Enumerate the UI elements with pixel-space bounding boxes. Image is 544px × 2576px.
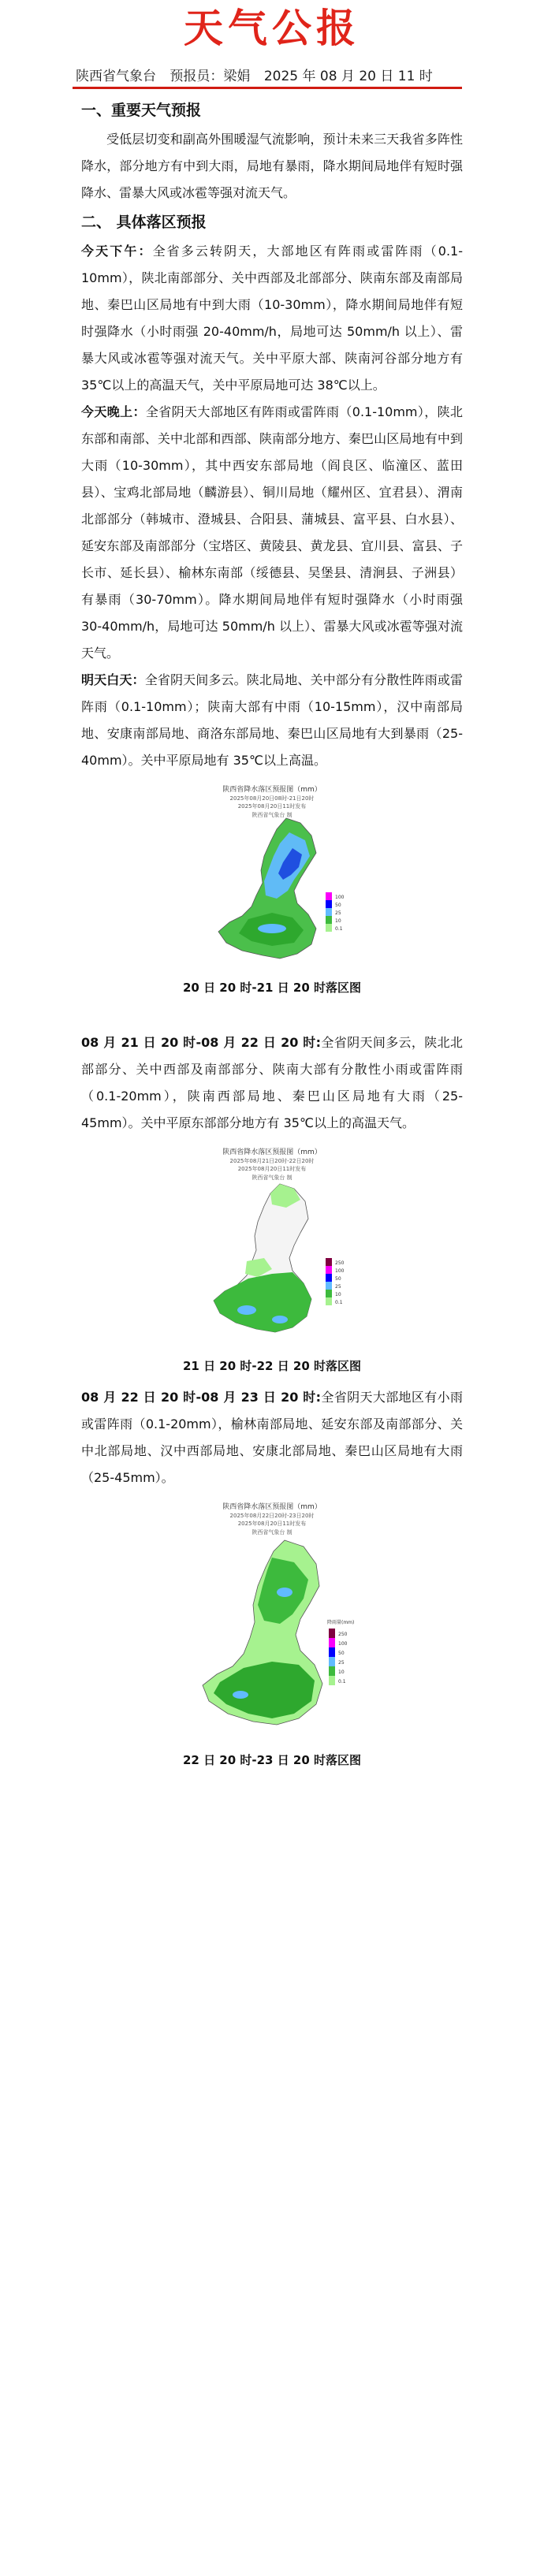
precip-map-3 <box>154 1498 390 1750</box>
precip-legend-1 <box>326 892 345 932</box>
figure-caption: 20 日 20 时-21 日 20 时落区图 <box>182 981 362 995</box>
rain-blob-blue <box>233 1691 248 1699</box>
period-label: 今天晚上： <box>81 404 146 419</box>
bulletin-title: 天气公报 <box>184 6 360 51</box>
forecast-day-22-23 <box>81 1384 463 1491</box>
map-issue-time: 2025年08月20日11时发布 <box>237 1521 307 1527</box>
period-label: 明天白天： <box>81 672 145 687</box>
svg-text:100: 100 <box>335 1268 345 1274</box>
svg-text:50: 50 <box>338 1651 345 1656</box>
period-label: 今天下午： <box>81 244 153 259</box>
svg-text:10: 10 <box>338 1670 345 1675</box>
map-period: 2025年08月22日20时-23日20时 <box>229 1513 315 1519</box>
bulletin-body <box>81 95 463 1778</box>
precip-map-figure-1 <box>81 780 463 998</box>
figure-caption: 22 日 20 时-23 日 20 时落区图 <box>182 1753 362 1767</box>
map-title: 陕西省降水落区预报图（mm） <box>222 1503 322 1511</box>
forecast-tonight <box>81 399 463 667</box>
bulletin-header <box>76 68 468 85</box>
svg-text:100: 100 <box>338 1641 348 1647</box>
forecast-this-afternoon <box>81 238 463 399</box>
svg-text:50: 50 <box>335 903 341 908</box>
precip-map-figure-2 <box>81 1143 463 1376</box>
period-label: 08 月 21 日 20 时-08 月 22 日 20 时: <box>81 1035 322 1050</box>
svg-text:10: 10 <box>335 918 341 924</box>
map-issuer: 陕西省气象台 制 <box>252 1529 292 1536</box>
svg-text:100: 100 <box>335 895 345 900</box>
svg-text:25: 25 <box>335 1284 341 1290</box>
precip-legend-3 <box>327 1619 354 1685</box>
legend-title: 降雨量(mm) <box>327 1620 355 1625</box>
section-heading-important: 一、重要天气预报 <box>81 102 202 119</box>
forecast-day-21-22 <box>81 1029 463 1137</box>
precip-map-2 <box>154 1143 390 1356</box>
svg-text:250: 250 <box>335 1260 345 1266</box>
rain-blob-blue <box>258 924 286 933</box>
forecast-tomorrow-day <box>81 667 463 774</box>
svg-text:0.1: 0.1 <box>335 1300 343 1305</box>
svg-text:25: 25 <box>338 1660 345 1666</box>
header-divider <box>73 87 462 89</box>
issuer-label: 陕西省气象台 <box>76 69 156 84</box>
rain-blob-blue <box>272 1316 288 1323</box>
map-issuer: 陕西省气象台 制 <box>252 1174 292 1181</box>
svg-text:10: 10 <box>335 1292 341 1297</box>
period-text: 全省阴天间多云，陕北北部部分、关中西部及南部部分、陕南大部有分散性小雨或雷阵雨（0.1-20mm），陕南西部局地、秦巴山区局地有大雨（25-45mm）。关中平原东部部分地方有 35℃以上的高温天气。 <box>81 1035 463 1130</box>
forecaster-label: 预报员：梁娟 <box>170 69 251 84</box>
period-text: 全省阴天大部地区有阵雨或雷阵雨（0.1-10mm），陕北东部和南部、关中北部和西部、陕南部分地方、秦巴山区局地有中到大雨（10-30mm），其中西安东部局地（阎良区、临潼区、蓝田县）、宝鸡北部局地（麟游县）、铜川局地（耀州区、宜君县）、渭南北部部分（韩城市、澄城县、合阳县、蒲城县、富平县、白水县）、延安东部及南部部分（宝塔区、黄陵县、黄龙县、宜川县、富县、子长市、延长县）、榆林东南部（绥德县、吴堡县、清涧县、子洲县）有暴雨（30-70mm）。降水期间局地伴有短时强降水（小时雨强 30-40mm/h，局地可达 50mm/h 以上）、雷暴大风或冰雹等强对流天气。 <box>81 404 463 661</box>
figure-caption: 21 日 20 时-22 日 20 时落区图 <box>182 1359 362 1373</box>
svg-text:0.1: 0.1 <box>335 926 343 932</box>
issue-datetime: 2025 年 08 月 20 日 11 时 <box>263 69 433 84</box>
map-issue-time: 2025年08月20日11时发布 <box>237 803 307 810</box>
precip-map-1 <box>154 780 390 977</box>
map-issuer: 陕西省气象台 制 <box>252 812 292 818</box>
map-title: 陕西省降水落区预报图（mm） <box>222 1148 322 1156</box>
important-weather-text: 受低层切变和副高外围暖湿气流影响，预计未来三天我省多阵性降水，部分地方有中到大雨，局地有暴雨，降水期间局地伴有短时强降水、雷暴大风或冰雹等强对流天气。 <box>81 132 463 200</box>
precip-legend-2 <box>326 1258 345 1305</box>
rain-blob-blue <box>277 1588 292 1597</box>
svg-text:250: 250 <box>338 1632 348 1637</box>
rain-area-south <box>214 1272 311 1332</box>
period-text: 全省阴天大部地区有小雨或雷阵雨（0.1-20mm），榆林南部局地、延安东部及南部部分、关中北部局地、汉中西部局地、安康北部局地、秦巴山区局地有大雨（25-45mm）。 <box>81 1390 463 1485</box>
svg-text:0.1: 0.1 <box>338 1679 346 1684</box>
map-period: 2025年08月21日20时-22日20时 <box>229 1158 315 1164</box>
rain-blob-blue <box>237 1305 256 1315</box>
period-label: 08 月 22 日 20 时-08 月 23 日 20 时: <box>81 1390 322 1405</box>
section-heading-detail: 二、 具体落区预报 <box>81 214 207 231</box>
period-text: 全省阴天间多云。陕北局地、关中部分有分散性阵雨或雷阵雨（0.1-10mm）；陕南大部有中雨（10-15mm），汉中南部局地、安康南部局地、商洛东部局地、秦巴山区局地有大到暴雨（25-40mm）。关中平原局地有 35℃以上高温。 <box>81 672 463 768</box>
map-period: 2025年08月20日08时-21日20时 <box>229 795 315 802</box>
precip-map-figure-3 <box>81 1498 463 1770</box>
period-text: 全省多云转阴天，大部地区有阵雨或雷阵雨（0.1-10mm），陕北南部部分、关中西部及北部部分、陕南东部及南部局地、秦巴山区局地有中到大雨（10-30mm），降水期间局地伴有短时强降水（小时雨强 20-40mm/h，局地可达 50mm/h 以上）、雷暴大风或冰雹等强对流天气。关中平原大部、陕南河谷部分地方有 35℃以上的高温天气，关中平原局地可达 38℃以上。 <box>81 244 463 393</box>
svg-text:50: 50 <box>335 1276 341 1282</box>
map-issue-time: 2025年08月20日11时发布 <box>237 1166 307 1172</box>
map-title: 陕西省降水落区预报图（mm） <box>222 786 322 794</box>
svg-text:25: 25 <box>335 910 341 916</box>
